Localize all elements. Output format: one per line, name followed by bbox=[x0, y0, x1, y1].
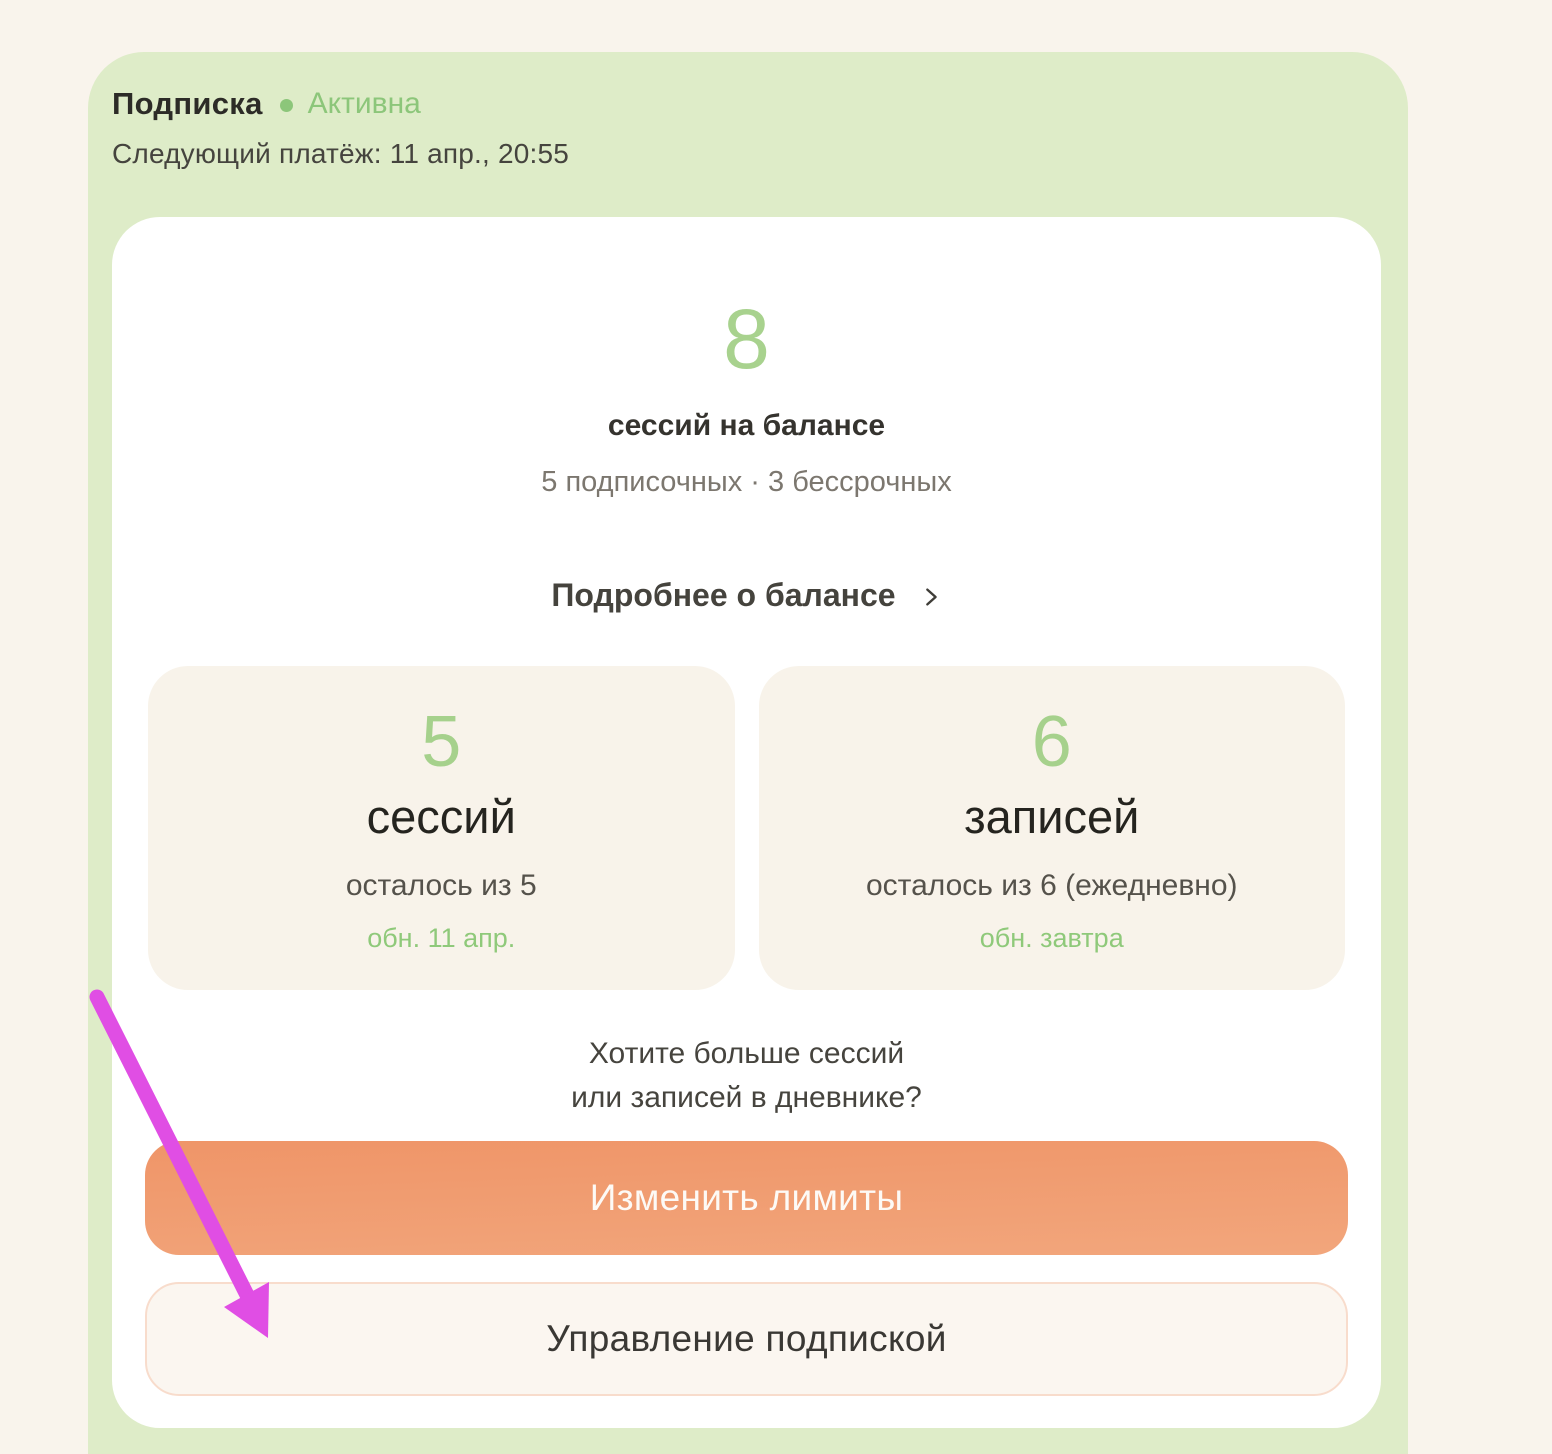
upsell-question-line1: Хотите больше сессий bbox=[588, 1037, 905, 1070]
sessions-remaining: осталось из 5 bbox=[345, 869, 537, 903]
entries-remaining: осталось из 6 (ежедневно) bbox=[866, 869, 1238, 903]
entries-label: записей bbox=[964, 790, 1140, 843]
balance-details-link[interactable] bbox=[145, 577, 1348, 614]
manage-subscription-button[interactable]: Управление подпиской bbox=[145, 1282, 1348, 1396]
stats-row bbox=[148, 666, 1345, 990]
sessions-renewal-date: обн. 11 апр. bbox=[367, 923, 516, 954]
subscription-card bbox=[88, 52, 1408, 1454]
entries-renewal-date: обн. завтра bbox=[979, 923, 1124, 954]
balance-label: сессий на балансе bbox=[607, 409, 886, 442]
sessions-label: сессий bbox=[366, 790, 516, 843]
sessions-stat-card bbox=[148, 666, 735, 990]
upsell-question bbox=[145, 1032, 1348, 1119]
status-badge: Активна bbox=[307, 87, 421, 120]
subscription-header bbox=[112, 86, 569, 170]
entries-stat-card bbox=[759, 666, 1346, 990]
page-title: Подписка bbox=[112, 86, 263, 121]
entries-count: 6 bbox=[1031, 702, 1072, 782]
balance-breakdown: 5 подписочных · 3 бессрочных bbox=[541, 466, 952, 498]
chevron-right-icon bbox=[920, 586, 942, 608]
upsell-question-line2: или записей в дневнике? bbox=[571, 1080, 922, 1114]
change-limits-button[interactable]: Изменить лимиты bbox=[145, 1141, 1348, 1255]
balance-details-label: Подробнее о балансе bbox=[551, 577, 896, 613]
balance-value: 8 bbox=[723, 292, 770, 386]
next-payment-text: Следующий платёж: 11 апр., 20:55 bbox=[112, 138, 570, 169]
status-dot-icon bbox=[280, 99, 293, 112]
sessions-count: 5 bbox=[421, 702, 462, 782]
balance-card bbox=[112, 217, 1381, 1428]
title-row bbox=[112, 86, 569, 122]
